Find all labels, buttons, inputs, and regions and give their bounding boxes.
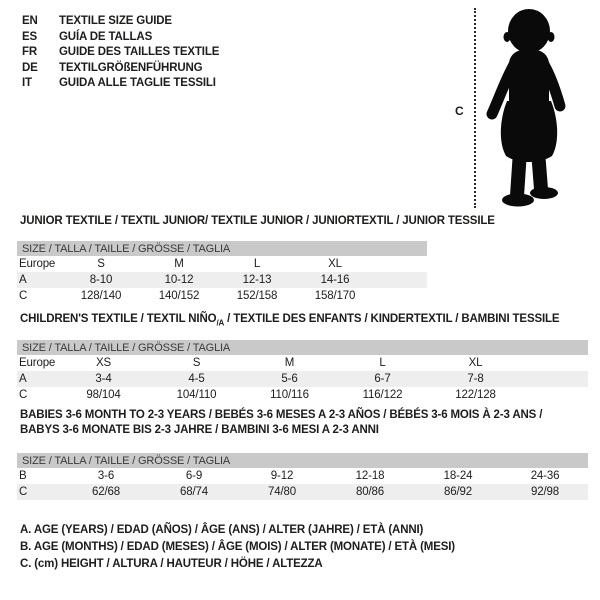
size-cell: 98/104	[86, 389, 121, 401]
size-bar-label: SIZE / TALLA / TAILLE / GRÖSSE / TAGLIA	[17, 340, 588, 355]
height-dotted-line	[474, 8, 476, 208]
section-heading-children	[20, 313, 559, 327]
size-cell: 62/68	[62, 484, 150, 500]
size-cell: 116/122	[362, 389, 403, 401]
section-heading-babies	[20, 408, 580, 438]
size-cell: M	[174, 258, 184, 270]
size-cell: 14-16	[296, 272, 374, 288]
table-row	[17, 355, 588, 371]
language-label: GUÍA DE TALLAS	[59, 30, 153, 43]
row-label: Europe	[19, 357, 56, 369]
language-row	[22, 45, 219, 61]
row-label: Europe	[19, 258, 56, 270]
size-cell: 3-6	[97, 470, 115, 482]
size-cell: 6-9	[185, 470, 203, 482]
size-bar-row	[17, 340, 588, 355]
size-cell-empty	[374, 272, 427, 288]
size-cell: XS	[95, 357, 112, 369]
language-row	[22, 30, 219, 46]
size-bar-row	[17, 453, 588, 468]
size-cell: 12-13	[218, 272, 296, 288]
height-c-label: C	[455, 104, 464, 118]
size-cell: 24-36	[530, 470, 560, 482]
size-cell-empty	[522, 387, 588, 403]
size-cell: L	[379, 357, 386, 369]
size-cell-empty	[374, 288, 427, 304]
size-cell: 12-18	[355, 470, 385, 482]
size-bar-label: SIZE / TALLA / TAILLE / GRÖSSE / TAGLIA	[17, 241, 427, 256]
language-code: IT	[22, 77, 32, 89]
size-cell: 152/158	[236, 290, 278, 302]
section-heading-junior: JUNIOR TEXTILE / TEXTIL JUNIOR/ TEXTILE JUNIOR / JUNIORTEXTIL / JUNIOR TESSILE	[20, 215, 495, 227]
language-code: EN	[22, 15, 38, 27]
size-cell: 7-8	[429, 371, 522, 387]
language-label: TEXTILGRÖßENFÜHRUNG	[59, 61, 203, 74]
language-label: TEXTILE SIZE GUIDE	[59, 15, 172, 27]
size-cell: L	[253, 258, 261, 270]
table-row	[17, 371, 588, 387]
language-row	[22, 14, 219, 30]
junior-size-table	[17, 241, 427, 304]
legend-line-c: C. (cm) HEIGHT / ALTURA / HAUTEUR / HÖHE / ALTEZZA	[20, 558, 323, 570]
language-row	[22, 76, 219, 92]
table-row	[17, 468, 588, 484]
language-code: ES	[22, 30, 38, 43]
size-cell: XL	[328, 258, 342, 270]
size-cell: 3-4	[57, 371, 150, 387]
heading-line-1: BABIES 3-6 MONTH TO 2-3 YEARS / BEBÉS 3-6 MESES A 2-3 AÑOS / BÉBÉS 3-6 MOIS À 2-3 ANS /	[20, 409, 543, 421]
size-cell: 140/152	[158, 290, 200, 302]
size-cell: 74/80	[238, 484, 326, 500]
heading-subscript: /A	[216, 318, 225, 328]
size-cell: 104/110	[176, 389, 217, 401]
legend-line-a: A. AGE (YEARS) / EDAD (AÑOS) / ÂGE (ANS) / ALTER (JAHRE) / ETÀ (ANNI)	[20, 524, 424, 536]
size-cell: 9-12	[270, 470, 294, 482]
row-label: C	[19, 290, 28, 302]
table-row	[17, 484, 588, 500]
row-label: A	[17, 371, 57, 387]
size-cell: S	[97, 258, 105, 270]
row-label: C	[17, 484, 62, 500]
size-cell-empty	[522, 371, 588, 387]
legend-line-b: B. AGE (MONTHS) / EDAD (MESES) / ÂGE (MOIS) / ALTER (MONATE) / ETÀ (MESI)	[20, 541, 455, 553]
size-cell: 128/140	[80, 290, 122, 302]
language-label: GUIDE DES TAILLES TEXTILE	[59, 46, 220, 58]
size-cell: 110/116	[270, 389, 309, 401]
row-label: B	[19, 470, 27, 482]
language-code: DE	[22, 61, 38, 74]
language-label: GUIDA ALLE TAGLIE TESSILI	[59, 77, 216, 89]
table-row	[17, 272, 427, 288]
size-cell: 122/128	[455, 389, 496, 401]
heading-line-2: BABYS 3-6 MONATE BIS 2-3 JAHRE / BAMBINI 3-6 MESI A 2-3 ANNI	[20, 424, 379, 436]
size-cell: 4-5	[150, 371, 243, 387]
row-label: C	[19, 389, 28, 401]
language-row	[22, 61, 219, 77]
size-bar-row	[17, 241, 427, 256]
table-row	[17, 256, 427, 272]
size-cell-empty	[374, 256, 427, 272]
legend	[20, 522, 455, 573]
language-code: FR	[22, 46, 38, 58]
heading-text: CHILDREN'S TEXTILE / TEXTIL NIÑO	[20, 313, 217, 325]
size-cell: 10-12	[140, 272, 218, 288]
babies-size-table	[17, 453, 588, 500]
childrens-size-table	[17, 340, 588, 403]
language-list	[22, 14, 219, 92]
size-cell: 5-6	[243, 371, 336, 387]
size-cell: XL	[468, 357, 483, 369]
heading-text: / TEXTILE DES ENFANTS / KINDERTEXTIL / BAMBINI TESSILE	[224, 313, 560, 325]
table-row	[17, 387, 588, 403]
size-cell: M	[284, 357, 295, 369]
size-cell-empty	[522, 355, 588, 371]
table-row	[17, 288, 427, 304]
toddler-silhouette-image	[482, 6, 594, 212]
size-cell: 8-10	[62, 272, 140, 288]
size-bar-label: SIZE / TALLA / TAILLE / GRÖSSE / TAGLIA	[17, 453, 588, 468]
size-cell: 86/92	[414, 484, 502, 500]
size-cell: 18-24	[443, 470, 473, 482]
row-label: A	[17, 272, 62, 288]
size-cell: 80/86	[326, 484, 414, 500]
size-cell: 158/170	[314, 290, 356, 302]
size-cell: 6-7	[336, 371, 429, 387]
size-cell: 68/74	[150, 484, 238, 500]
size-cell: 92/98	[502, 484, 588, 500]
size-cell: S	[192, 357, 201, 369]
